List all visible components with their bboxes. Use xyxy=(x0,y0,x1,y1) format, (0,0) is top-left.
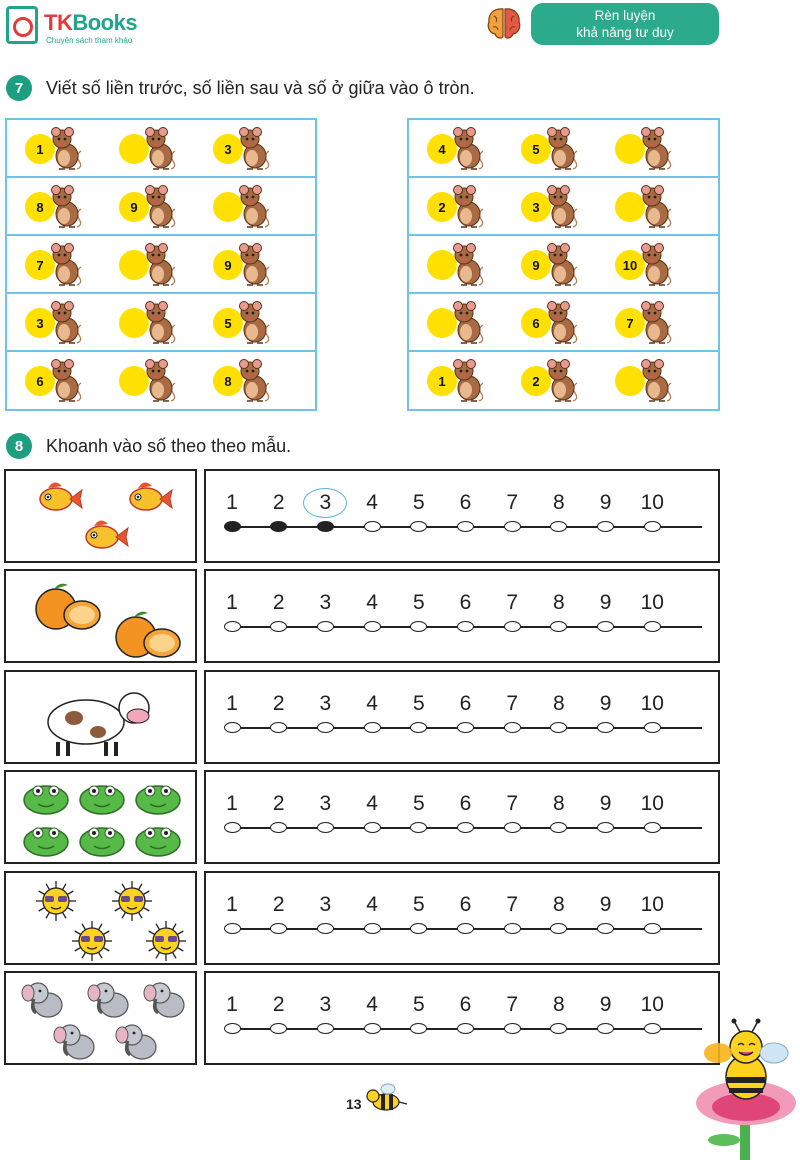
number-circle: 1 xyxy=(427,366,457,396)
number-circle: 9 xyxy=(119,192,149,222)
number-circle: 8 xyxy=(213,366,243,396)
mouse-icon xyxy=(449,243,485,287)
number-circle: 2 xyxy=(427,192,457,222)
tick-label[interactable]: 2 xyxy=(272,893,285,916)
mouse-icon xyxy=(235,185,271,229)
number-circle: 6 xyxy=(25,366,55,396)
number-circle: 3 xyxy=(521,192,551,222)
mouse-number-cell xyxy=(615,359,673,403)
tick-label[interactable]: 1 xyxy=(226,692,238,715)
tick-label[interactable]: 4 xyxy=(366,993,378,1016)
empty-dot[interactable] xyxy=(410,822,427,833)
empty-dot[interactable] xyxy=(410,621,427,632)
small-bee-icon xyxy=(364,1080,410,1116)
ex7-left-row xyxy=(7,236,315,294)
picture-box-orange xyxy=(4,569,197,663)
ex7-left-row xyxy=(7,178,315,236)
number-circle: 5 xyxy=(521,134,551,164)
mouse-number-cell xyxy=(119,127,177,171)
tick-label[interactable]: 5 xyxy=(412,893,425,916)
empty-dot[interactable] xyxy=(597,621,614,632)
tick-label[interactable]: 10 xyxy=(640,591,664,614)
mouse-number-cell xyxy=(427,185,485,229)
mouse-number-cell xyxy=(521,359,579,403)
tick-label[interactable]: 7 xyxy=(506,692,519,715)
mouse-number-cell xyxy=(119,359,177,403)
empty-dot[interactable] xyxy=(410,722,427,733)
empty-dot[interactable] xyxy=(504,822,521,833)
mouse-number-cell xyxy=(427,127,485,171)
tick-label[interactable]: 7 xyxy=(506,993,519,1016)
tick-label[interactable]: 7 xyxy=(506,591,519,614)
tick-label[interactable]: 8 xyxy=(553,591,565,614)
mouse-icon xyxy=(235,359,271,403)
tick-label[interactable]: 9 xyxy=(599,893,612,916)
exercise-8-number: 8 xyxy=(6,433,32,459)
tick-label[interactable]: 3 xyxy=(319,993,332,1016)
number-circle: 7 xyxy=(615,308,645,338)
sun-icon xyxy=(146,921,186,961)
tick-label[interactable]: 1 xyxy=(226,893,238,916)
tick-label[interactable]: 2 xyxy=(272,792,285,815)
mouse-number-cell xyxy=(615,243,673,287)
empty-dot[interactable] xyxy=(270,621,287,632)
fish-group xyxy=(6,471,195,561)
empty-dot[interactable] xyxy=(224,822,241,833)
mouse-icon xyxy=(449,359,485,403)
number-circle: 1 xyxy=(25,134,55,164)
empty-dot[interactable] xyxy=(597,1023,614,1034)
tick-label[interactable]: 10 xyxy=(640,893,664,916)
exercise-8-instruction: Khoanh vào số theo theo mẫu. xyxy=(46,436,292,456)
empty-dot[interactable] xyxy=(364,621,381,632)
picture-box-fish xyxy=(4,469,197,563)
picture-box-frog xyxy=(4,770,197,864)
empty-dot[interactable] xyxy=(504,722,521,733)
mouse-number-cell xyxy=(615,185,673,229)
tick-label[interactable]: 8 xyxy=(553,893,565,916)
frog-icon xyxy=(80,828,124,856)
mouse-icon xyxy=(141,243,177,287)
tick-label[interactable]: 3 xyxy=(319,792,332,815)
bee-flower-illustration xyxy=(694,1015,800,1160)
mouse-icon xyxy=(141,359,177,403)
frog-icon xyxy=(24,828,68,856)
mouse-icon xyxy=(543,127,579,171)
exercise-7-number: 7 xyxy=(6,75,32,101)
mouse-number-cell xyxy=(213,301,271,345)
mouse-number-cell xyxy=(521,243,579,287)
number-line-box xyxy=(204,670,720,764)
tick-label[interactable]: 10 xyxy=(640,692,664,715)
mouse-number-cell xyxy=(427,301,485,345)
empty-dot[interactable] xyxy=(550,521,567,532)
tkbooks-logo xyxy=(6,4,156,46)
mouse-icon xyxy=(449,127,485,171)
empty-dot[interactable] xyxy=(270,722,287,733)
ex7-left-row xyxy=(7,294,315,352)
tick-label[interactable]: 10 xyxy=(640,792,664,815)
empty-dot[interactable] xyxy=(270,1023,287,1034)
tick-label[interactable]: 9 xyxy=(599,591,612,614)
elephant-icon xyxy=(54,1025,94,1059)
tick-label[interactable]: 2 xyxy=(272,591,285,614)
empty-dot[interactable] xyxy=(410,923,427,934)
tick-label[interactable]: 2 xyxy=(272,692,285,715)
tick-label[interactable]: 4 xyxy=(366,491,378,514)
ex7-right-row xyxy=(409,294,718,352)
tick-label[interactable]: 5 xyxy=(412,792,425,815)
mouse-number-cell xyxy=(615,127,673,171)
fish-icon xyxy=(40,482,82,510)
empty-dot[interactable] xyxy=(550,822,567,833)
tick-label[interactable]: 6 xyxy=(459,893,472,916)
mouse-icon xyxy=(543,359,579,403)
tick-label[interactable]: 7 xyxy=(506,893,519,916)
empty-dot[interactable] xyxy=(504,521,521,532)
empty-dot[interactable] xyxy=(597,722,614,733)
number-circle: 10 xyxy=(615,250,645,280)
empty-dot[interactable] xyxy=(410,521,427,532)
empty-dot[interactable] xyxy=(644,521,661,532)
book-icon xyxy=(6,6,38,44)
empty-dot[interactable] xyxy=(644,1023,661,1034)
filled-dot[interactable] xyxy=(270,521,287,532)
tick-label[interactable]: 9 xyxy=(599,792,612,815)
picture-box-elephant xyxy=(4,971,197,1065)
empty-dot[interactable] xyxy=(317,923,334,934)
tick-label[interactable]: 3 xyxy=(319,491,332,514)
elephant-group xyxy=(6,973,195,1063)
tick-label[interactable]: 1 xyxy=(226,491,238,514)
tick-label[interactable]: 9 xyxy=(599,491,612,514)
empty-dot[interactable] xyxy=(550,923,567,934)
number-circle: 3 xyxy=(213,134,243,164)
tick-label[interactable]: 5 xyxy=(412,692,425,715)
empty-dot[interactable] xyxy=(504,621,521,632)
ex7-right-row xyxy=(409,352,718,410)
mouse-number-cell xyxy=(213,185,271,229)
brand-tagline: Chuyên sách tham khảo xyxy=(46,36,133,45)
mouse-number-cell xyxy=(615,301,673,345)
skill-banner xyxy=(531,3,719,45)
page-number: 13 xyxy=(346,1096,362,1112)
tick-label[interactable]: 8 xyxy=(553,792,565,815)
tick-label[interactable]: 8 xyxy=(553,692,565,715)
empty-dot[interactable] xyxy=(317,1023,334,1034)
mouse-icon xyxy=(47,185,83,229)
empty-dot[interactable] xyxy=(644,621,661,632)
frog-icon xyxy=(80,786,124,814)
number-circle: 9 xyxy=(521,250,551,280)
tick-label[interactable]: 9 xyxy=(599,692,612,715)
picture-box-sun xyxy=(4,871,197,965)
empty-dot[interactable] xyxy=(317,621,334,632)
mouse-number-cell xyxy=(25,359,83,403)
number-circle: 9 xyxy=(213,250,243,280)
banner-line-2: khả năng tư duy xyxy=(576,25,674,40)
number-circle: 7 xyxy=(25,250,55,280)
exercise-7-instruction: Viết số liền trước, số liền sau và số ở giữa vào ô tròn. xyxy=(46,78,475,98)
frog-icon xyxy=(24,786,68,814)
mouse-icon xyxy=(141,301,177,345)
mouse-icon xyxy=(47,127,83,171)
empty-dot[interactable] xyxy=(270,822,287,833)
ex7-left-row xyxy=(7,120,315,178)
number-circle: 6 xyxy=(521,308,551,338)
mouse-icon xyxy=(543,301,579,345)
tick-label[interactable]: 1 xyxy=(226,792,238,815)
empty-dot[interactable] xyxy=(224,621,241,632)
mouse-number-cell xyxy=(213,359,271,403)
mouse-number-cell xyxy=(427,359,485,403)
tick-label[interactable]: 6 xyxy=(459,792,472,815)
empty-dot[interactable] xyxy=(364,521,381,532)
tick-label[interactable]: 2 xyxy=(272,993,285,1016)
ex7-left-row xyxy=(7,352,315,410)
tick-label[interactable]: 6 xyxy=(459,993,472,1016)
number-circle: 8 xyxy=(25,192,55,222)
mouse-icon xyxy=(637,301,673,345)
tick-label[interactable]: 7 xyxy=(506,792,519,815)
empty-dot[interactable] xyxy=(597,822,614,833)
empty-dot[interactable] xyxy=(644,822,661,833)
tick-label[interactable]: 1 xyxy=(226,591,238,614)
mouse-number-cell xyxy=(25,243,83,287)
ex7-table-left xyxy=(5,118,317,411)
empty-dot[interactable] xyxy=(457,1023,474,1034)
tick-label[interactable]: 10 xyxy=(640,993,664,1016)
ex7-right-row xyxy=(409,120,718,178)
frog-group xyxy=(6,772,195,862)
tick-label[interactable]: 1 xyxy=(226,993,238,1016)
mouse-icon xyxy=(543,243,579,287)
mouse-number-cell xyxy=(521,127,579,171)
fish-icon xyxy=(86,520,128,548)
empty-dot[interactable] xyxy=(364,722,381,733)
number-line-box xyxy=(204,971,720,1065)
mouse-icon xyxy=(235,127,271,171)
empty-dot[interactable] xyxy=(457,722,474,733)
empty-dot[interactable] xyxy=(597,923,614,934)
mouse-icon xyxy=(235,243,271,287)
tick-label[interactable]: 2 xyxy=(272,491,285,514)
mouse-icon xyxy=(47,243,83,287)
mouse-number-cell xyxy=(119,185,177,229)
mouse-icon xyxy=(637,243,673,287)
orange-icon xyxy=(36,584,100,629)
mouse-icon xyxy=(637,359,673,403)
mouse-icon xyxy=(47,301,83,345)
mouse-number-cell xyxy=(521,301,579,345)
empty-dot[interactable] xyxy=(457,621,474,632)
empty-dot[interactable] xyxy=(224,923,241,934)
empty-dot[interactable] xyxy=(550,1023,567,1034)
tick-label[interactable]: 3 xyxy=(319,692,332,715)
number-line-box xyxy=(204,871,720,965)
tick-label[interactable]: 5 xyxy=(412,491,425,514)
tick-label[interactable]: 4 xyxy=(366,692,378,715)
number-circle: 2 xyxy=(521,366,551,396)
empty-dot[interactable] xyxy=(644,722,661,733)
number-circle: 3 xyxy=(25,308,55,338)
mouse-icon xyxy=(47,359,83,403)
tick-label[interactable]: 4 xyxy=(366,893,378,916)
tick-label[interactable]: 8 xyxy=(553,993,565,1016)
number-line-box xyxy=(204,469,720,563)
empty-dot[interactable] xyxy=(364,822,381,833)
empty-dot[interactable] xyxy=(644,923,661,934)
mouse-number-cell xyxy=(25,185,83,229)
empty-dot[interactable] xyxy=(317,722,334,733)
empty-dot[interactable] xyxy=(270,923,287,934)
filled-dot[interactable] xyxy=(224,521,241,532)
mouse-icon xyxy=(637,127,673,171)
number-circle: 4 xyxy=(427,134,457,164)
frog-icon xyxy=(136,828,180,856)
mouse-number-cell xyxy=(427,243,485,287)
tick-label[interactable]: 4 xyxy=(366,792,378,815)
empty-dot[interactable] xyxy=(317,822,334,833)
banner-line-1: Rèn luyện xyxy=(594,8,656,23)
elephant-icon xyxy=(116,1025,156,1059)
ex7-table-right xyxy=(407,118,720,411)
filled-dot[interactable] xyxy=(317,521,334,532)
empty-dot[interactable] xyxy=(457,822,474,833)
tick-label[interactable]: 8 xyxy=(553,491,565,514)
empty-dot[interactable] xyxy=(550,722,567,733)
empty-dot[interactable] xyxy=(504,923,521,934)
mouse-icon xyxy=(543,185,579,229)
elephant-icon xyxy=(144,983,184,1017)
mouse-icon xyxy=(141,185,177,229)
tick-label[interactable]: 9 xyxy=(599,993,612,1016)
elephant-icon xyxy=(88,983,128,1017)
mouse-number-cell xyxy=(119,301,177,345)
elephant-icon xyxy=(22,983,62,1017)
empty-dot[interactable] xyxy=(597,521,614,532)
mouse-number-cell xyxy=(213,127,271,171)
brain-icon xyxy=(484,6,524,42)
mouse-icon xyxy=(235,301,271,345)
sun-icon xyxy=(112,881,152,921)
orange-group xyxy=(6,571,195,661)
empty-dot[interactable] xyxy=(364,1023,381,1034)
mouse-icon xyxy=(141,127,177,171)
ex7-right-row xyxy=(409,236,718,294)
empty-dot[interactable] xyxy=(224,1023,241,1034)
mouse-icon xyxy=(449,301,485,345)
tick-label[interactable]: 7 xyxy=(506,491,519,514)
mouse-number-cell xyxy=(521,185,579,229)
mouse-number-cell xyxy=(25,127,83,171)
empty-dot[interactable] xyxy=(504,1023,521,1034)
ex7-right-row xyxy=(409,178,718,236)
empty-dot[interactable] xyxy=(224,722,241,733)
number-line-box xyxy=(204,569,720,663)
tick-label[interactable]: 4 xyxy=(366,591,378,614)
tick-label[interactable]: 6 xyxy=(459,692,472,715)
picture-box-cow xyxy=(4,670,197,764)
empty-dot[interactable] xyxy=(457,923,474,934)
orange-icon xyxy=(116,612,180,657)
fish-icon xyxy=(130,482,172,510)
brand-name: TKBooks xyxy=(44,10,138,35)
sun-icon xyxy=(36,881,76,921)
cow-group xyxy=(6,672,195,762)
mouse-number-cell xyxy=(213,243,271,287)
tick-label[interactable]: 5 xyxy=(412,591,425,614)
tick-label[interactable]: 6 xyxy=(459,491,472,514)
mouse-number-cell xyxy=(119,243,177,287)
empty-dot[interactable] xyxy=(364,923,381,934)
mouse-icon xyxy=(637,185,673,229)
mouse-icon xyxy=(449,185,485,229)
mouse-number-cell xyxy=(25,301,83,345)
tick-label[interactable]: 10 xyxy=(640,491,664,514)
number-line-box xyxy=(204,770,720,864)
tick-label[interactable]: 3 xyxy=(319,893,332,916)
tick-label[interactable]: 5 xyxy=(412,993,425,1016)
sun-group xyxy=(6,873,195,963)
cow-icon xyxy=(48,693,149,756)
empty-dot[interactable] xyxy=(457,521,474,532)
tick-label[interactable]: 3 xyxy=(319,591,332,614)
number-circle: 5 xyxy=(213,308,243,338)
frog-icon xyxy=(136,786,180,814)
empty-dot[interactable] xyxy=(550,621,567,632)
tick-label[interactable]: 6 xyxy=(459,591,472,614)
empty-dot[interactable] xyxy=(410,1023,427,1034)
sun-icon xyxy=(72,921,112,961)
